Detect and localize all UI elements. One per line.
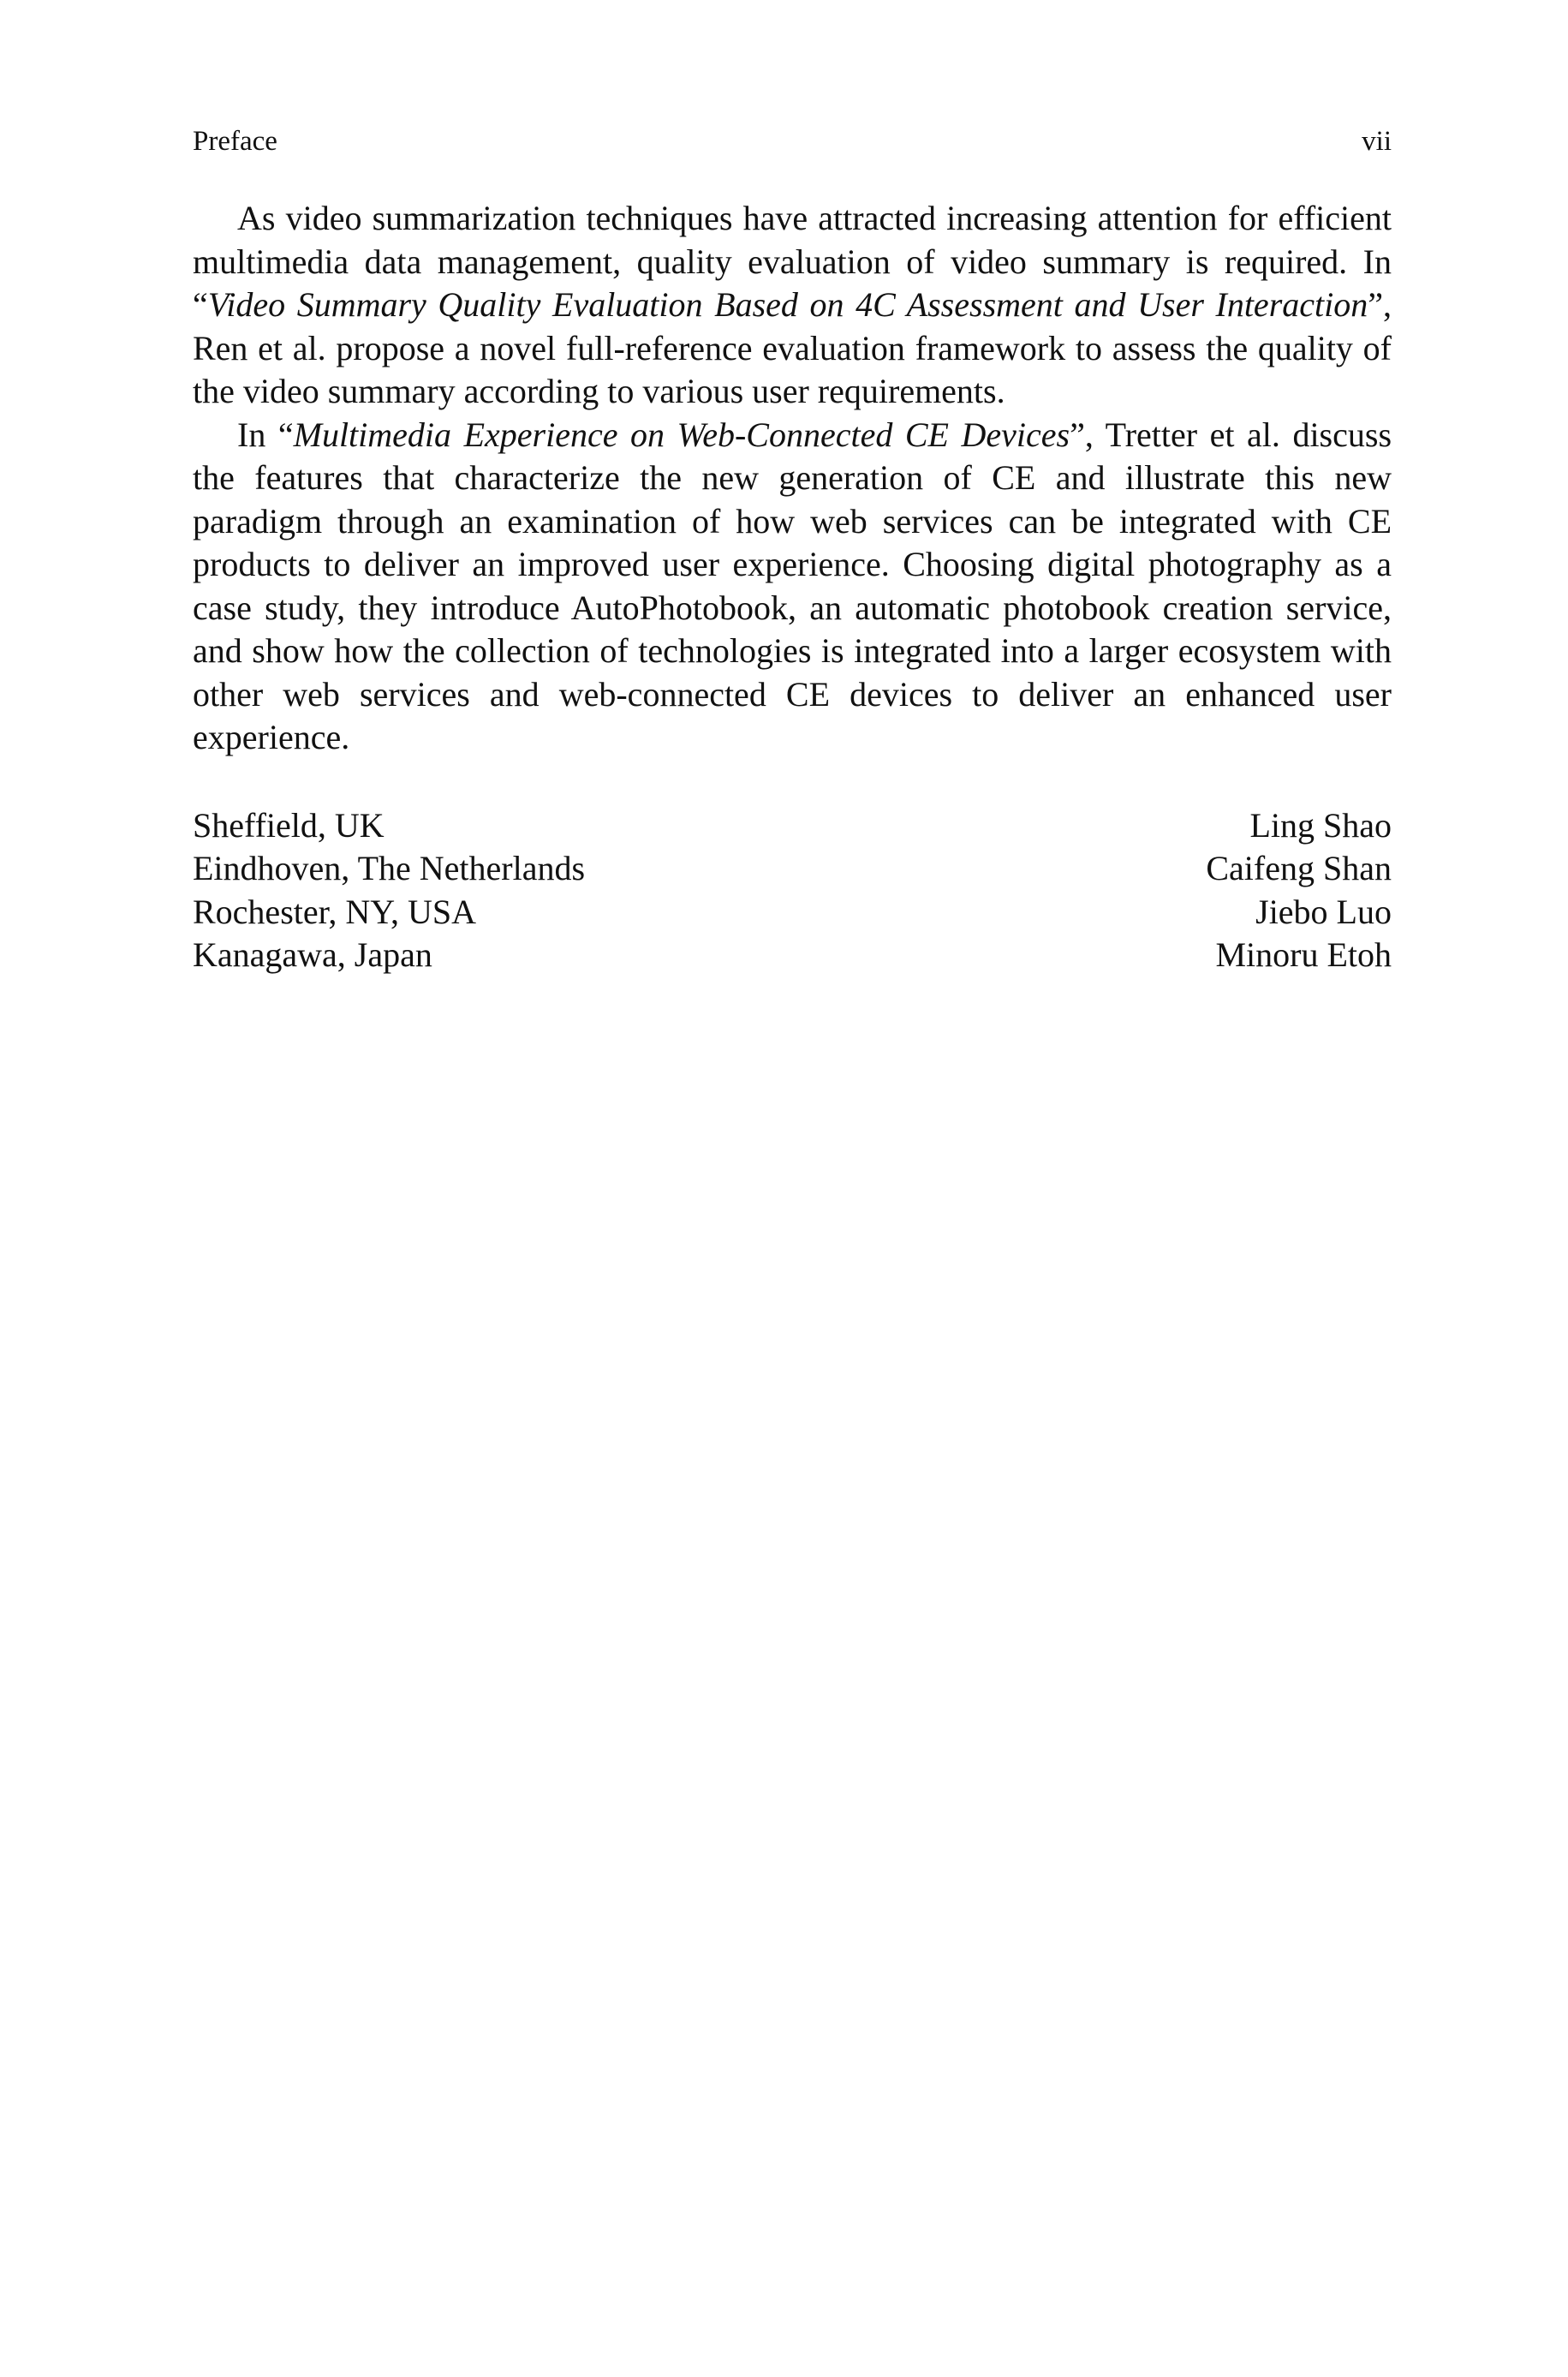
editor-name: Ling Shao <box>1249 805 1392 845</box>
chapter-title-italic: Video Summary Quality Evaluation Based on 4C Assessment and User Interaction <box>207 285 1368 324</box>
running-head <box>193 120 1392 163</box>
paragraph-text: ”, Tretter et al. discuss the features that characterize the new generation of CE and illustrate this new paradigm through an examination of how web services can be integrated with CE products to deliver an improved user experience. Choosing digital photography as a case study, they introduce AutoPhotobook, an automatic photobook creation service, and show how the collection of technologies is integrated into a larger ecosystem with other web services and web-connected CE devices to deliver an enhanced user experience. <box>193 415 1392 756</box>
paragraph-text: In “ <box>237 415 294 454</box>
page-number: vii <box>1362 126 1392 157</box>
paragraph-video-summary-quality <box>193 197 1392 414</box>
book-page <box>193 120 1392 977</box>
paragraph-text: ”, Ren et al. propose a novel full-reference evaluation framework to assess the quality of the video summary according to various user requirements. <box>193 285 1392 410</box>
signoff-names <box>1206 804 1392 977</box>
editor-name: Caifeng Shan <box>1206 849 1392 887</box>
editors-signoff <box>193 804 1392 977</box>
place-line: Rochester, NY, USA <box>193 892 476 931</box>
editor-name: Jiebo Luo <box>1255 892 1392 931</box>
place-line: Eindhoven, The Netherlands <box>193 849 586 887</box>
paragraph-text: As video summarization techniques have attracted increasing attention for efficient multimedia data management, quality evaluation of video summary is required. In “ <box>193 199 1392 324</box>
place-line: Kanagawa, Japan <box>193 935 432 974</box>
place-line: Sheffield, UK <box>193 805 385 845</box>
chapter-title-italic: Multimedia Experience on Web-Connected CE Devices <box>293 415 1070 454</box>
preface-body <box>193 197 1392 760</box>
paragraph-multimedia-experience <box>193 414 1392 760</box>
editor-name: Minoru Etoh <box>1215 935 1392 974</box>
signoff-places <box>193 804 585 977</box>
running-head-section-title: Preface <box>193 126 277 157</box>
